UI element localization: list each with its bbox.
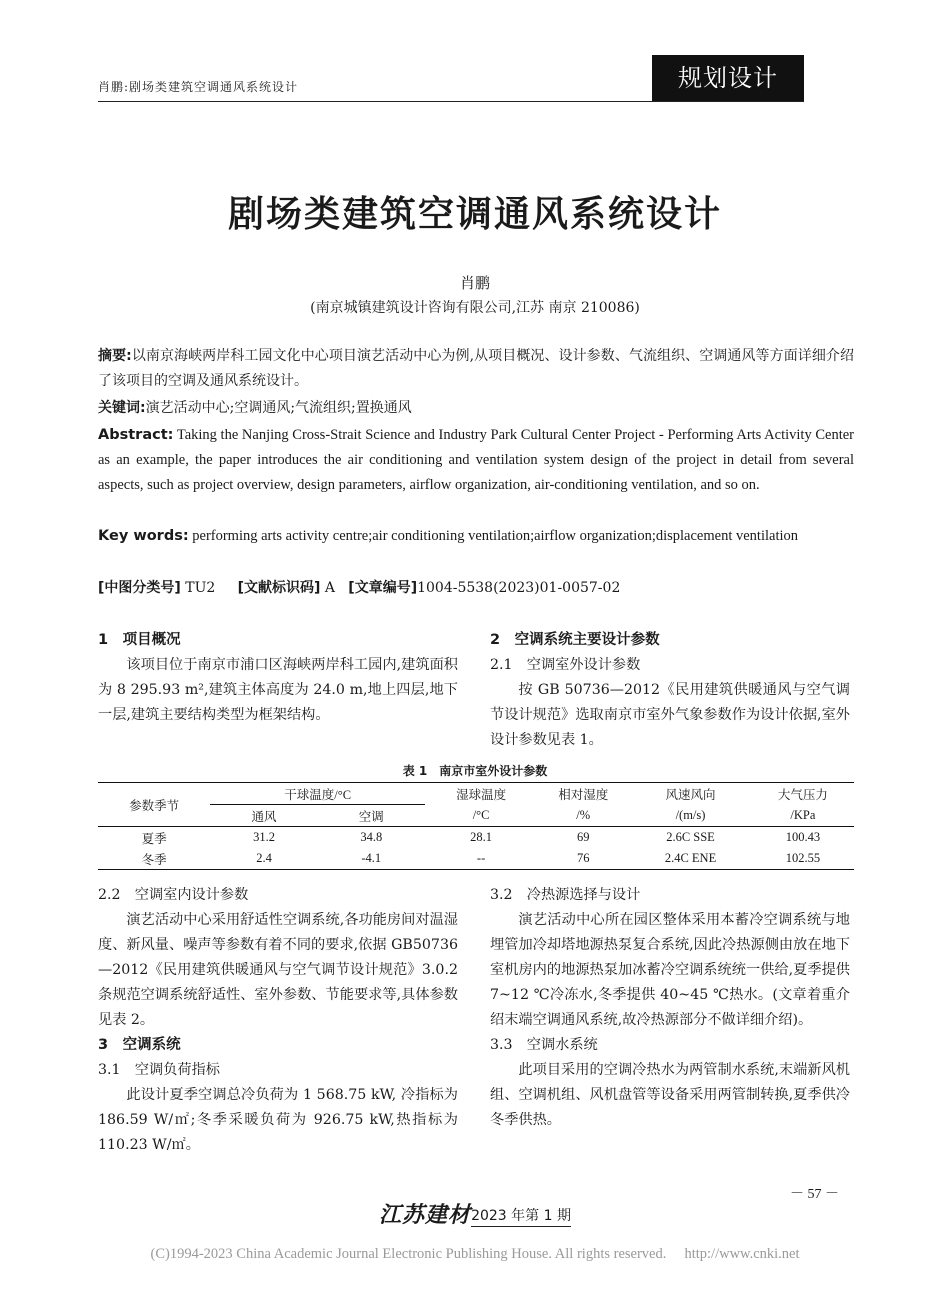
clc-value: TU2 [185,580,216,596]
abstract-en [98,423,854,498]
right-column-upper [490,628,850,753]
abstract-en-label: Abstract: [98,427,174,443]
abstract-cn-label: 摘要: [98,348,132,364]
cell-vent: 31.2 [253,830,275,844]
th-pressure-unit: /KPa [790,807,816,822]
section-tag: 规划设计 [652,55,804,101]
section-3-3-heading: 3.3 空调水系统 [490,1037,598,1053]
th-wind: 风速风向 [665,787,716,802]
journal-footer [0,1198,950,1229]
cell-ac: 34.8 [360,830,383,844]
table-row [98,848,854,870]
article-title: 剧场类建筑空调通风系统设计 [227,193,722,235]
keywords-cn-label: 关键词: [98,400,146,416]
section-2-1-heading: 2.1 空调室外设计参数 [490,657,641,673]
th-rh-unit: /% [576,807,591,822]
cell-rh: 69 [577,830,590,844]
section-3-1-paragraph: 此设计夏季空调总冷负荷为 1 568.75 kW, 冷指标为 186.59 W/㎡;冬季采暖负荷为 926.75 kW,热指标为 110.23 W/㎡。 [98,1087,458,1153]
section-2-heading: 2 空调系统主要设计参数 [490,632,660,648]
section-3-2-heading: 3.2 冷热源选择与设计 [490,887,641,903]
clc-label: [中图分类号] [98,580,181,596]
keywords-en-label: Key words: [98,528,189,544]
th-season: 参数季节 [98,783,210,827]
copyright-notice: (C)1994-2023 China Academic Journal Electronic Publishing House. All rights reserved. http://www.cnki.net [150,1246,800,1262]
running-title: 肖鹏:剧场类建筑空调通风系统设计 [98,80,299,94]
abstract-cn-text: 以南京海峡两岸科工园文化中心项目演艺活动中心为例,从项目概况、设计参数、气流组织、空调通风等方面详细介绍了该项目的空调及通风系统设计。 [98,348,854,389]
keywords-cn [98,396,854,421]
cell-rh: 76 [577,851,590,865]
section-3-1-heading: 3.1 空调负荷指标 [98,1062,220,1078]
section-1-heading: 1 项目概况 [98,632,181,648]
article-no-label: [文章编号] [348,580,418,596]
section-1-paragraph: 该项目位于南京市浦口区海峡两岸科工园内,建筑面积为 8 295.93 m²,建筑主体高度为 24.0 m,地上四层,地下一层,建筑主要结构类型为框架结构。 [98,657,458,723]
section-2-1-paragraph: 按 GB 50736—2012《民用建筑供暖通风与空气调节设计规范》选取南京市室外气象参数作为设计依据,室外设计参数见表 1。 [490,682,850,748]
abstract-en-text: Taking the Nanjing Cross-Strait Science and Industry Park Cultural Center Project - Performing Arts Activity Center as an example, the paper introduces the air conditioning and ventilation system design of the project in detail from several aspects, such as project overview, design parameters, airflow organization, air-conditioning ventilation, and so on. [98,427,854,493]
keywords-en-text: performing arts activity centre;air conditioning ventilation;airflow organization;displacement ventilation [192,528,798,544]
th-vent: 通风 [251,809,277,824]
left-column-upper [98,628,458,728]
keywords-en [98,524,854,549]
cell-season: 冬季 [141,852,167,867]
cell-wet: -- [476,851,486,865]
section-2-2-paragraph: 演艺活动中心采用舒适性空调系统,各功能房间对温湿度、新风量、噪声等参数有着不同的要求,依据 GB50736—2012《民用建筑供暖通风与空气调节设计规范》3.0.2 条规范空调系统舒适性、室外参数、节能要求等,具体参数见表 2。 [98,912,458,1028]
doc-code-value: A [324,580,335,596]
th-rh: 相对湿度 [558,787,609,802]
keywords-cn-text: 演艺活动中心;空调通风;气流组织;置换通风 [145,400,412,416]
cell-vent: 2.4 [256,851,272,865]
page-number: － 57 － [790,1187,839,1202]
section-3-3-paragraph: 此项目采用的空调冷热水为两管制水系统,末端新风机组、空调机组、风机盘管等设备采用两管制转换,夏季供冷冬季供热。 [490,1062,850,1128]
th-wind-unit: /(m/s) [675,807,706,822]
abstract-cn [98,344,854,394]
classification-line [98,576,854,601]
table-1 [98,782,854,870]
th-wet-bulb: 湿球温度 [456,787,507,802]
table-1-caption: 表 1 南京市室外设计参数 [402,764,548,778]
author: 肖鹏 [459,274,490,292]
th-wet-bulb-unit: /°C [472,807,490,822]
right-column-lower [490,883,850,1133]
cell-wind: 2.6C SSE [666,830,715,844]
th-ac: 空调 [358,809,384,824]
cell-pressure: 102.55 [785,851,821,865]
cell-ac: -4.1 [361,851,382,865]
th-dry-bulb: 干球温度/°C [210,783,425,805]
table-row [98,827,854,849]
affiliation: (南京城镇建筑设计咨询有限公司,江苏 南京 210086) [310,300,640,316]
journal-issue: 2023 年第 1 期 [471,1208,571,1227]
left-column-lower [98,883,458,1158]
th-pressure: 大气压力 [777,787,828,802]
section-3-heading: 3 空调系统 [98,1037,181,1053]
cell-pressure: 100.43 [785,830,821,844]
journal-logo: 江苏建材 [379,1202,472,1228]
cell-wet: 28.1 [470,830,493,844]
article-no-value: 1004-5538(2023)01-0057-02 [417,580,621,596]
cell-season: 夏季 [141,831,167,846]
doc-code-label: [文献标识码] [237,580,321,596]
cell-wind: 2.4C ENE [664,851,717,865]
section-3-2-paragraph: 演艺活动中心所在园区整体采用本蓄冷空调系统与地埋管加冷却塔地源热泵复合系统,因此冷热源侧由放在地下室机房内的地源热泵加冰蓄冷空调系统统一供给,夏季提供 7~12 ℃冷冻水,冬季提供 40~45 ℃热水。(文章着重介绍末端空调通风系统,故冷热源部分不做详细介绍)。 [490,912,850,1028]
header-rule [98,101,804,102]
section-2-2-heading: 2.2 空调室内设计参数 [98,887,249,903]
